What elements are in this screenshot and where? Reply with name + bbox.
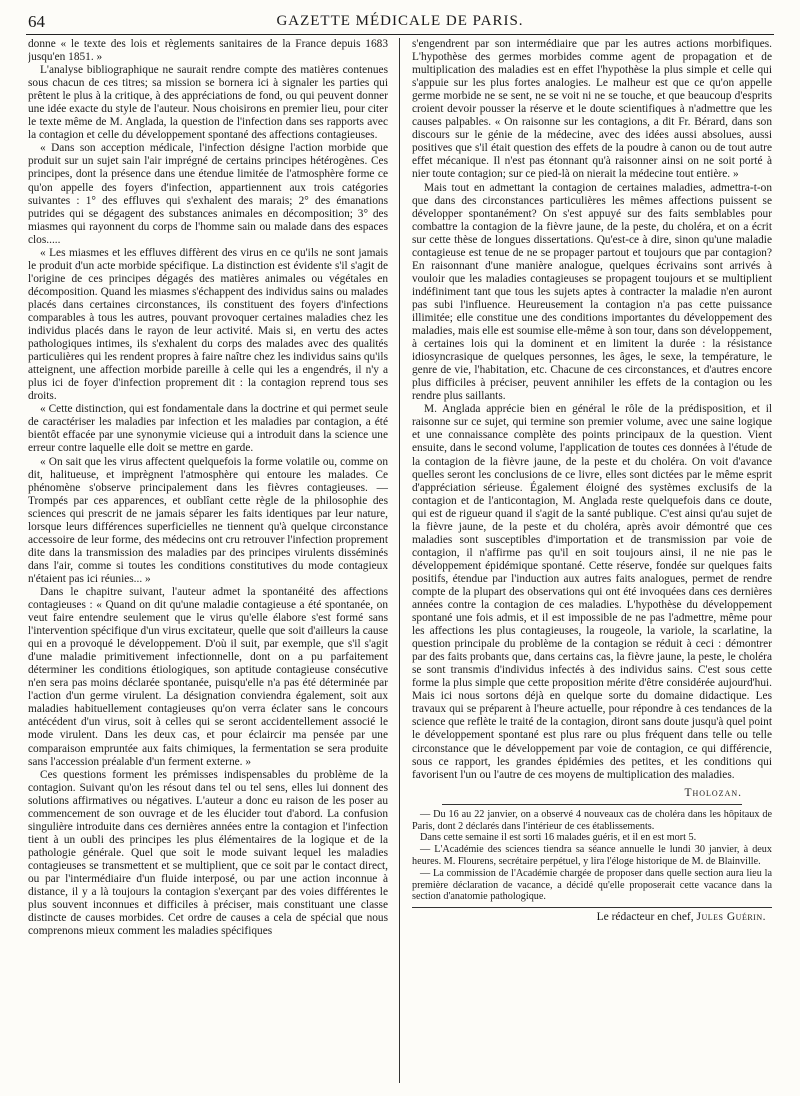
editor-label: Le rédacteur en chef, (596, 911, 694, 924)
page-header (26, 8, 774, 35)
journal-title: GAZETTE MÉDICALE DE PARIS. (276, 13, 524, 29)
author-signature: Tholozan. (684, 786, 742, 799)
paragraph: Mais tout en admettant la contagion de certaines maladies, admettra-t-on que dans des circonstances particulières les mêmes affections puissent se développer spontanément? On s'est appuyé sur des faits semblables pour combattre la contagion de la fièvre jaune, de la peste, du choléra, et on a écrit sur cette thèse de longues dissertations. Qu'est-ce à dire, sinon qu'une maladie contagieuse est tenue de ne se propager partout et toujours que par contagion? En raisonnant d'une manière analogue, quelques écrivains sont arrivés à vouloir que les maladies contagieuses se propagent toujours et se multiplient indéfiniment tant que tous les sujets aptes à contracter la maladie n'en auront pas subi l'influence. Heureusement la contagion n'a pas cette puissance illimitée; elle constitue une des conditions importantes du développement des maladies, mais elle est soumise elle-même à son tour, dans son développement, à certaines lois qui la dominent et en limitent la durée : la résistance idiosyncrasique de quelques personnes, les âges, le sexe, la température, le genre de vie, l'habitation, etc. Chacune de ces circonstances, et d'autres encore plus difficiles à préciser, peuvent annihiler les effets de la contagion ou les rendre plus saillants. (412, 181, 772, 403)
paragraph: s'engendrent par son intermédiaire que par les autres actions morbifiques. L'hypothèse des germes morbides comme agent de propagation et de multiplication des maladies est en effet l'hypothèse la plus simple et celle qui s'appuie sur les plus fortes analogies. Le malheur est que ce qu'on appelle germe morbide ne se sent, ne se voit ni ne se touche, et que beaucoup d'esprits croient devoir pousser la réserve et le doute scientifiques à n'admettre que les causes palpables. « On raisonne sur les contagions, a dit Fr. Bérard, dans son discours sur le génie de la médecine, avec des idées aussi absolues, aussi positives que s'il était question des effets de la poudre à canon ou de tout autre effet mécanique. Il n'est pas étonnant qu'à raisonner ainsi on ne soit porté à nier toute contagion; sur ce pied-là on nierait la médecine tout entière. » (412, 38, 772, 181)
paragraph: L'analyse bibliographique ne saurait rendre compte des matières contenues sous chacun de ces titres; sa mission se bornera ici à signaler les parties qui prêtent le plus à la critique, à des appréciations de fond, ou qui peuvent donner une idée exacte du style de l'auteur. Nous choisirons en premier lieu, pour citer le texte même de M. Anglada, la question de l'infection dans ses rapports avec la contagion et celle du développement spontané des affections contagieuses. (28, 64, 388, 142)
news-item: Dans cette semaine il est sorti 16 malades guéris, et il en est mort 5. (420, 832, 697, 844)
paragraph: « Les miasmes et les effluves diffèrent des virus en ce qu'ils ne sont jamais le produit d'un acte morbide spécifique. La distinction est évidente s'il s'agit de l'origine de ces principes dégagés des matières animales ou végétales en décomposition. Quand les miasmes s'échappent des individus sains ou malades placés dans certaines circonstances, ils constituent des foyers d'infections comparables à tous les autres, pouvant provoquer certaines maladies chez les individus placés dans le rayon de leur activité. Mais si, en vertu des actes pathologiques intimes, ils s'exhalent du corps des malades avec des qualités particulières qui les rendent propres à faire naître chez les individus sains qu'ils atteignent, une affection morbide pareille à celle qui les a engendrés, il n'y a plus ici de foyer d'infection proprement dit : la contagion reprend tous ses droits. (28, 246, 388, 403)
editor-line (412, 911, 772, 924)
paragraph: « On sait que les virus affectent quelquefois la forme volatile ou, comme on dit, halitueuse, et imprègnent l'atmosphère qui entoure les malades. Ce phénomène s'observe principalement dans les fièvres contagieuses. — Trompés par ces apparences, et oublîant cette règle de la philosophie des sciences qui prescrit de ne jamais séparer les faits identiques par leur nature, lorsque leurs différences superficielles ne tiennent qu'à quelque circonstance accessoire de leur forme, des médecins ont cru retrouver l'infection proprement dite dans la transmission des maladies par des principes virulents disséminés dans l'air, comme si toutes les conditions constitutives du mode contagieux n'étaient pas ici réunies... » (28, 455, 388, 585)
news-items (412, 809, 772, 903)
paragraph: Dans le chapitre suivant, l'auteur admet la spontanéité des affections contagieuses : « Quand on dit qu'une maladie contagieuse a été spontanée, on veut faire entendre seulement que le virus qu'elle élabore s'est formé sans l'intervention spécifique d'un virus excitateur, quelle que soit d'ailleurs la cause qui en a provoqué le développement. D'où il suit, par exemple, que s'il s'agit d'une maladie primitivement infectionnelle, dont on a pu parfaitement déterminer les conditions étiologiques, son aptitude contagieuse consécutive n'en sera pas moins déclarée spontanée, puisqu'elle n'a pas été déterminée par l'action d'un germe virulent. La désignation conviendra également, soit aux maladies habituellement contagieuses qu'on verra éclater sans le concours antécédent d'un virus, soit à celles qui se seront accidentellement associé le mode virulent. Dans les deux cas, et pour éclaircir ma pensée par une comparaison empruntée aux faits chimiques, la fermentation se sera produite sans l'accession préalable d'un ferment externe. » (28, 585, 388, 768)
paragraph: donne « le texte des lois et règlements sanitaires de la France depuis 1683 jusqu'en 1851. » (28, 38, 388, 64)
column-divider (399, 38, 400, 1083)
news-item: — L'Académie des sciences tiendra sa séance annuelle le lundi 30 janvier, à deux heures. M. Flourens, secrétaire perpétuel, y lira l'éloge historique de M. de Blainville. (412, 844, 772, 867)
section-rule (442, 804, 742, 805)
paragraph: « Dans son acception médicale, l'infection désigne l'action morbide que produit sur un sujet sain l'air imprégné de certains principes hétérogènes. Ces principes, dont la présence dans une étendue limitée de l'atmosphère forme ce qu'on appelle des foyers d'infection, appartiennent aux trois catégories suivantes : 1° des effluves qui s'exhalent des marais; 2° des émanations putrides qui se dégagent des substances animales en décomposition; 3° des miasmes qui rayonnent du corps de l'homme sain ou malade dans des espaces clos..... (28, 142, 388, 246)
news-item: — La commission de l'Académie chargée de proposer dans quelle section aura lieu la première déclaration de vacance, a décidé qu'elle proposerait cette vacance dans la section d'anatomie pathologique. (412, 867, 772, 903)
page-number: 64 (28, 12, 45, 31)
paragraph: Ces questions forment les prémisses indispensables du problème de la contagion. Suivant qu'on les résout dans tel ou tel sens, elles lui donnent des solutions affirmatives ou négatives. L'auteur a donc eu raison de les poser au commencement de son ouvrage et de les élucider tout d'abord. La confusion singulière introduite dans ces dernières années entre la contagion et l'infection tient à un oubli des principes les plus élémentaires de la logique et de la pathologie générale. Quel que soit le mode suivant lequel les maladies contagieuses se transmettent et se multiplient, que ce soit par le contact direct, ou par l'intermédiaire d'un fluide interposé, ou par une action inconnue à distance, il y a là toujours la contagion s'exerçant par des voies différentes le plus souvent inconnues et difficiles à préciser, mais constituant une classe distincte de causes morbides. Cet ordre de causes a cela de spécial que nous comprenons mieux comment les maladies spécifiques (28, 768, 388, 938)
news-item: — Du 16 au 22 janvier, on a observé 4 nouveaux cas de choléra dans les hôpitaux de Paris, dont 2 déclarés dans l'intérieur de ces établissements. (412, 808, 772, 832)
editor-name: Jules Guérin. (696, 911, 766, 924)
footer-rule (412, 907, 772, 908)
paragraph: « Cette distinction, qui est fondamentale dans la doctrine et qui permet seule de caractériser les maladies par infection et les maladies par contagion, a été bientôt effacée par une synonymie vicieuse qui a introduit dans la science une erreur contre laquelle elle doit se mettre en garde. (28, 403, 388, 455)
right-column (412, 38, 772, 1088)
paragraph: M. Anglada apprécie bien en général le rôle de la prédisposition, et il raisonne sur ce sujet, qui termine son premier volume, avec une saine logique et une connaissance complète des points principaux de la question. Vient ensuite, dans le second volume, l'application de toutes ces données à l'étude de la contagion de la fièvre jaune, de la peste et du choléra. On voit d'avance quelles seront les conclusions de ce livre, elles sont dictées par le même esprit d'appréciation sérieuse. Également éloigné des systèmes exclusifs de la contagion et de l'anticontagion, M. Anglada reste quelquefois dans ce doute, qui est de rigueur quand il s'agit de la santé publique. C'est ainsi qu'au sujet de la fièvre jaune, de la peste et du choléra, après avoir démontré que ces maladies sont susceptibles d'importation et de transmission par voie de contagion, il n'affirme pas qu'il en soit toujours ainsi, il ne nie pas le développement épidémique spontané. Cette réserve, fondée sur quelques faits positifs, étendue par l'induction aux autres faits analogues, permet de rendre compte de la plupart des observations qui ont été invoquées dans ces dernières années contre la contagion de ces maladies. L'hypothèse du développement spontané une fois admis, et il est impossible de ne pas l'admettre, même pour les affections les plus contagieuses, la rougeole, la variole, la scarlatine, la question principale du problème de la contagion se réduit à ceci : démontrer par des faits probants que, dans certains cas, la fièvre jaune, la peste, le choléra se sont transmis d'individus infectés à des individus sains. C'est sous cette forme la plus simple que cette proposition mérite d'être considérée aujourd'hui. Mais ici nous sortons déjà en quelque sorte du domaine didactique. Les travaux qui se préparent à l'heure actuelle, pour répondre à ces tendances de la science que reflète le traité de la contagion, diront sans doute jusqu'à quel point le développement spontané est plus rare ou plus fréquent dans telle ou telle circonstance que le développement par voie de contagion, ce qui différencie, sous ce rapport, les grandes épidémies des petites, et les conditions qui favorisent l'un ou l'autre de ces moyens de multiplication des maladies. (412, 403, 772, 781)
left-column (28, 38, 388, 1088)
